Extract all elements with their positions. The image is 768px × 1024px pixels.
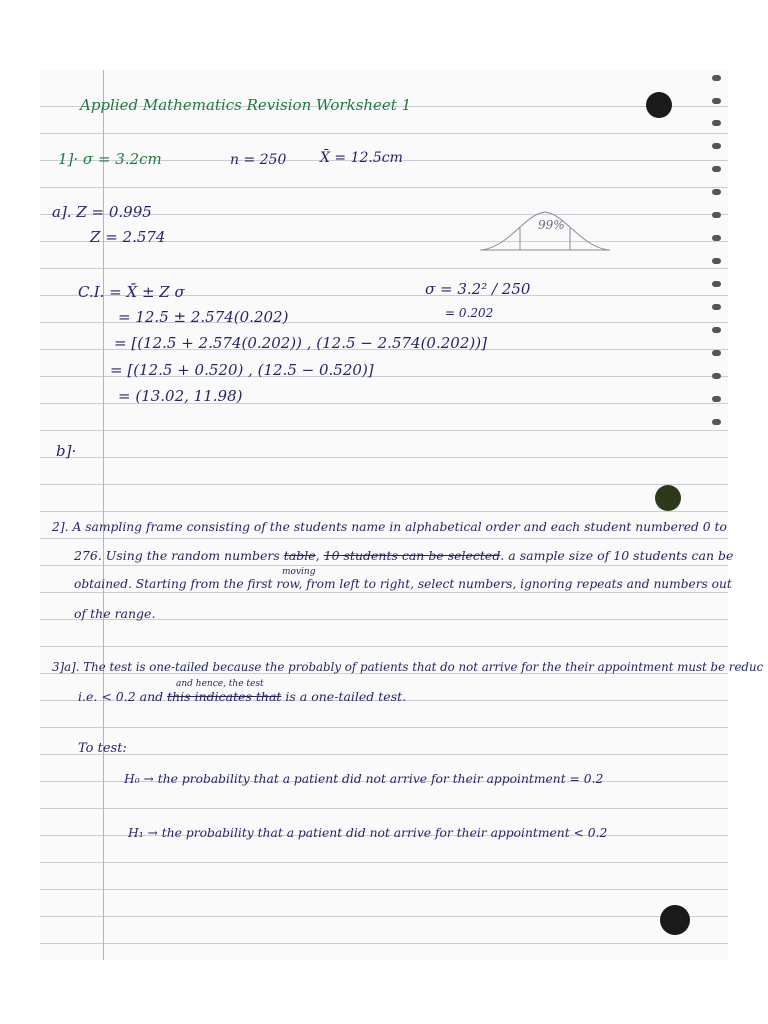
q2-line-2-end: . a sample size of 10 students can be: [500, 548, 734, 563]
q1a-step-3: = [(12.5 + 0.520) , (12.5 − 0.520)]: [110, 361, 374, 379]
q1a-percent: 99%: [538, 218, 565, 232]
q1-sigma: 1]· σ = 3.2cm: [58, 150, 162, 168]
q2-line-2-start: 276. Using the random numbers: [74, 548, 280, 563]
q2-insert-moving: moving: [282, 567, 316, 577]
q1a-step-2: = [(12.5 + 2.574(0.202)) , (12.5 − 2.574(0.202))]: [114, 334, 487, 352]
q1a-se-formula: σ = 3.2² / 250: [425, 280, 531, 298]
q3a-strike: this indicates that: [167, 689, 282, 704]
q1a-z-value: Z = 2.574: [90, 228, 166, 246]
q1b-label: b]·: [56, 442, 77, 460]
q3a-line-2-end: is a one-tailed test.: [285, 689, 407, 704]
q3a-line-2: [78, 689, 406, 704]
punch-hole-bottom: [660, 905, 690, 935]
q3a-line-2-start: i.e. < 0.2 and: [78, 689, 164, 704]
q2-line-1: 2]. A sampling frame consisting of the students name in alphabetical order and each student numbered 0 to: [52, 520, 727, 534]
q3a-line-1: 3]a]. The test is one-tailed because the probably of patients that do not arrive for the their appointment must be reduc: [52, 660, 764, 674]
q2-line-3: obtained. Starting from the first row, from left to right, select numbers, ignoring repeats and numbers out: [74, 577, 732, 591]
q3-h1: H₁ → the probability that a patient did not arrive for their appointment < 0.2: [128, 826, 608, 840]
q3-h0: H₀ → the probability that a patient did not arrive for their appointment = 0.2: [124, 772, 604, 786]
q1-n: n = 250: [230, 152, 287, 168]
q1a-step-1: = 12.5 ± 2.574(0.202): [118, 308, 289, 326]
q3a-insert: and hence, the test: [176, 679, 264, 689]
q1a-ci-formula: C.I. = X̄ ± Z σ: [78, 283, 185, 301]
q2-line-4: of the range.: [74, 606, 156, 621]
q1a-se-value: = 0.202: [445, 306, 494, 320]
punch-hole-middle: [655, 485, 681, 511]
q2-strike-table: table: [283, 548, 316, 563]
q3-to-test: To test:: [78, 741, 127, 756]
q1-xbar: X̄ = 12.5cm: [320, 150, 403, 166]
worksheet-title: Applied Mathematics Revision Worksheet 1: [80, 96, 412, 114]
punch-hole-top: [646, 92, 672, 118]
q1a-step-4: = (13.02, 11.98): [118, 387, 243, 405]
q2-line-2: 276. Using the random numbers table, 10 students can be selected. a sample size of 10 students can be: [74, 548, 734, 563]
q2-strike-selected: 10 students can be selected: [323, 548, 501, 563]
q1a-z-alpha: a]. Z = 0.995: [52, 203, 152, 221]
